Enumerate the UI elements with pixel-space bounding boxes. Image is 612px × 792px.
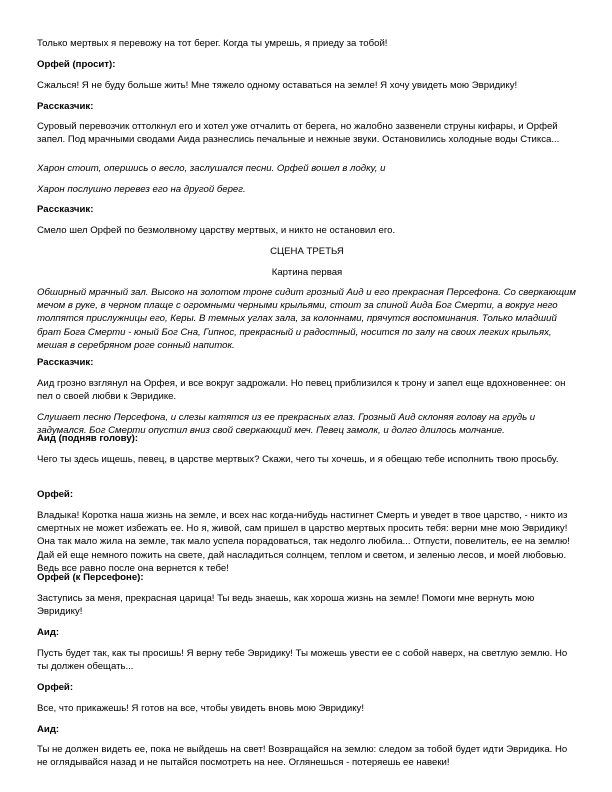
stage-direction: Обширный мрачный зал. Высоко на золотом троне сидит грозный Аид и его прекрасная Персефона. Со сверкающим мечом в руке, в черном плаще с огромными черными крыльями, стоит за спиной Аида Бог Смерти, а вокруг него толпятся прислужницы его, Керы. В темных углах зала, за колоннами, прячутся воспоминания. Только младший брат Бога Смерти - юный Бог Сна, Гипнос, прекрасный и радостный, носится по залу на своих легких крыльях, мешая в серебряном роге сонный напиток. bbox=[37, 287, 576, 351]
stage-direction: Слушает песню Персефона, и слезы катятся из ее прекрасных глаз. Грозный Аид склоняя голову на грудь и задумался. Бог Смерти опустил вниз свой сверкающий меч. Певец замолк, и долго длилось молчание. bbox=[37, 412, 536, 437]
speaker-label: Аид: bbox=[37, 724, 60, 735]
dialogue-text: Пусть будет так, как ты просишь! Я верну тебе Эвридику! Ты можешь увести ее с собой наверх, на светлую землю. Но ты должен обещать... bbox=[37, 648, 568, 673]
speaker-label: Аид: bbox=[37, 627, 60, 638]
dialogue-text: Владыка! Коротка наша жизнь на земле, и всех нас когда-нибудь настигнет Смерть и уведет в твое царство, - никто из смертных не может избежать ее. Но я, живой, сам пришел в царство мертвых просить тебя: верни мне мою Эвридику! Она так мало жила на земле, так мало успела порадоваться, так недолго любила... Отпусти, повелитель, ее на землю! Дай ей еще немного пожить на свете, дай насладиться солнцем, теплом и светом, и зеленью лесов, и моей любовью. Ведь все равно после она вернется к тебе! bbox=[37, 510, 570, 574]
dialogue-text: Сжалься! Я не буду больше жить! Мне тяжело одному оставаться на земле! Я хочу увидеть мою Эвридику! bbox=[37, 80, 518, 91]
speaker-label: Рассказчик: bbox=[37, 357, 94, 368]
stage-direction: Харон послушно перевез его на другой берег. bbox=[37, 184, 246, 195]
scene-subheading: Картина первая bbox=[271, 267, 343, 278]
narration-text: Только мертвых я перевожу на тот берег. Когда ты умрешь, я приеду за тобой! bbox=[37, 38, 388, 49]
speaker-label: Орфей (просит): bbox=[37, 59, 116, 70]
speaker-label: Рассказчик: bbox=[37, 204, 94, 215]
speaker-label: Аид (подняв голову): bbox=[37, 433, 139, 444]
dialogue-text: Ты не должен видеть ее, пока не выйдешь на свет! Возвращайся на землю: следом за тобой будет идти Эвридика. Но не оглядывайся назад и не пытайся посмотреть на нее. Оглянешься - потеряешь ее навеки! bbox=[37, 744, 568, 769]
speaker-label: Рассказчик: bbox=[37, 101, 94, 112]
narration-text: Суровый перевозчик оттолкнул его и хотел уже отчалить от берега, но жалобно зазвенели струны кифары, и Орфей запел. Под мрачными сводами Аида разнеслись печальные и нежные звуки. Остановились холодные воды Стикса... bbox=[37, 121, 560, 146]
stage-direction: Харон стоит, опершись о весло, заслушался песни. Орфей вошел в лодку, и bbox=[37, 163, 386, 174]
dialogue-text: Заступись за меня, прекрасная царица! Ты ведь знаешь, как хороша жизнь на земле! Помоги мне вернуть мою Эвридику! bbox=[37, 593, 535, 618]
speaker-label: Орфей (к Персефоне): bbox=[37, 572, 144, 583]
narration-text: Смело шел Орфей по безмолвному царству мертвых, и никто не остановил его. bbox=[37, 225, 396, 236]
dialogue-text: Все, что прикажешь! Я готов на все, чтобы увидеть вновь мою Эвридику! bbox=[37, 703, 364, 714]
speaker-label: Орфей: bbox=[37, 489, 74, 500]
speaker-label: Орфей: bbox=[37, 682, 74, 693]
dialogue-text: Чего ты здесь ищешь, певец, в царстве мертвых? Скажи, чего ты хочешь, и я обещаю тебе исполнить твою просьбу. bbox=[37, 454, 559, 465]
scene-heading: СЦЕНА ТРЕТЬЯ bbox=[270, 246, 344, 257]
narration-text: Аид грозно взглянул на Орфея, и все вокруг задрожали. Но певец приблизился к трону и запел еще вдохновеннее: он пел о своей любви к Эвридике. bbox=[37, 378, 566, 403]
